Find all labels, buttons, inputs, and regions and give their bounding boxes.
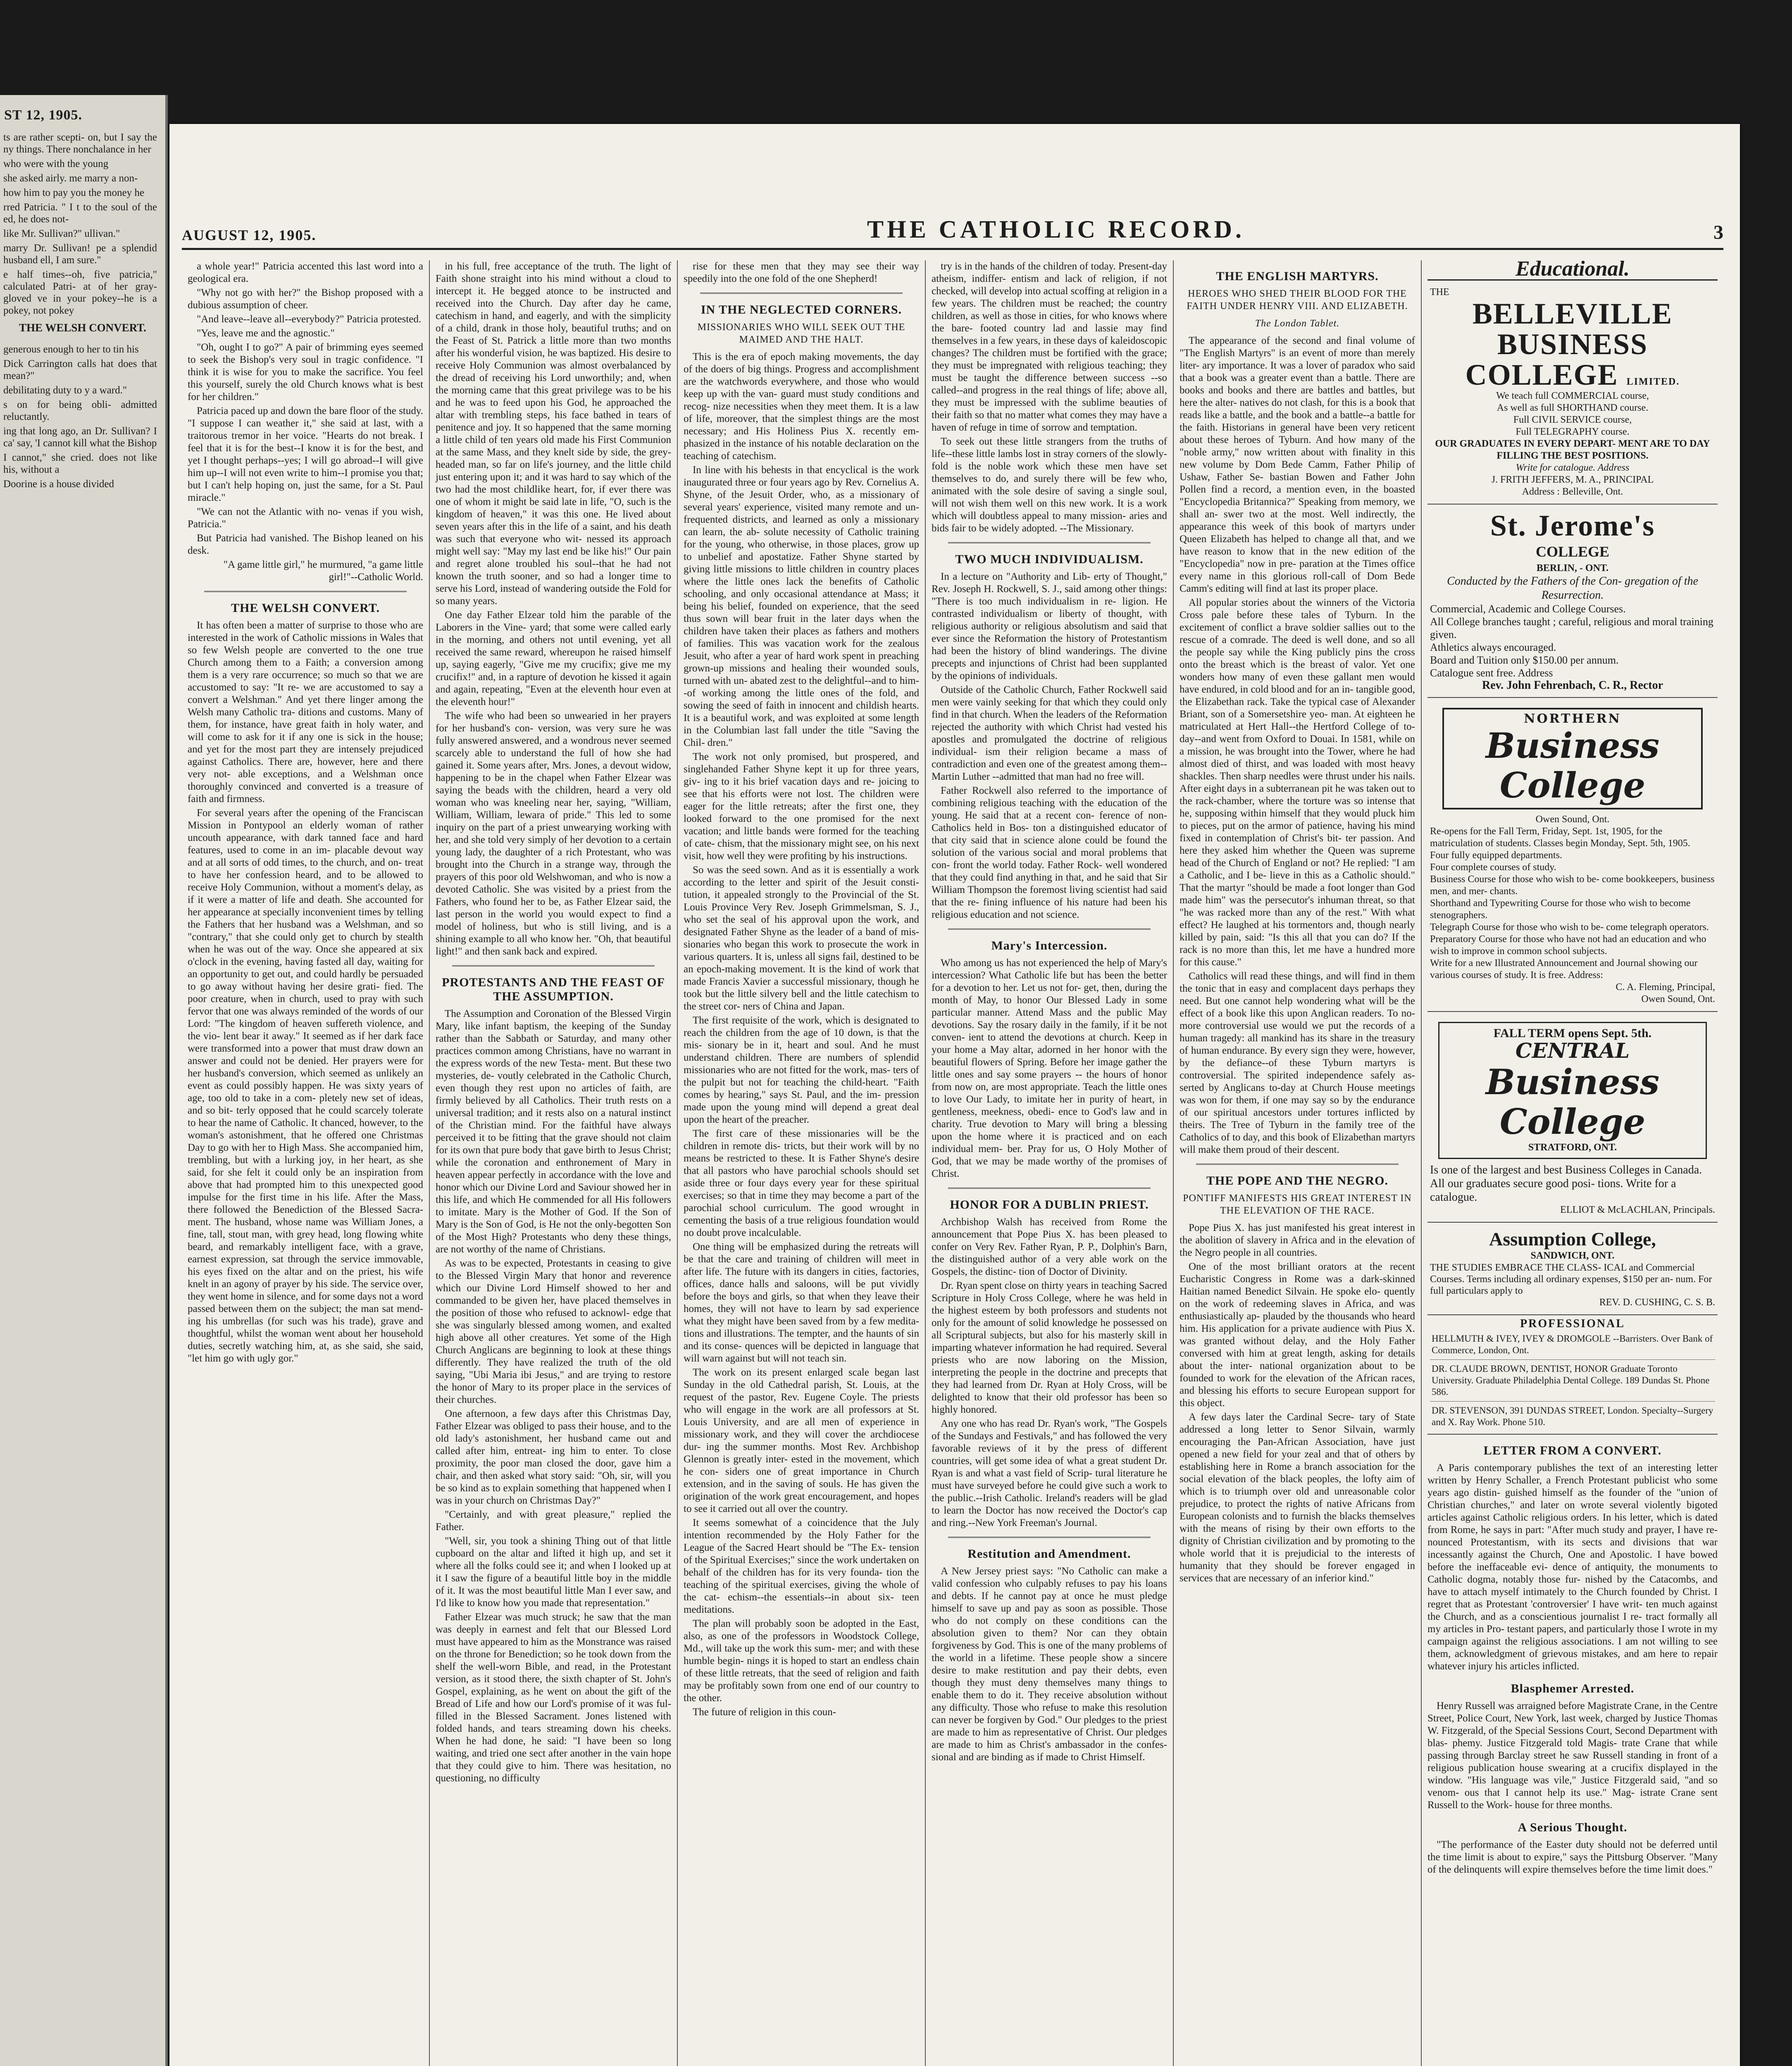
facing-paragraph: generous enough to her to tin his <box>3 344 139 355</box>
article-subheading: HEROES WHO SHED THEIR BLOOD FOR THE FAITH UNDER HENRY VIII. AND ELIZABETH. <box>1187 288 1408 312</box>
facing-page-text-bottom <box>0 339 165 490</box>
ad-northern-business-college <box>1427 698 1718 1012</box>
divider <box>948 1188 1151 1189</box>
ad-name-line: BUSINESS <box>1497 328 1648 361</box>
ad-name-line: BELLEVILLE <box>1472 297 1673 330</box>
issue-date: AUGUST 12, 1905. <box>182 227 317 243</box>
ad-conducted: Conducted by the Fathers of the Con- gregation of the Resurrection. <box>1447 575 1698 602</box>
paragraph: All popular stories about the winners of the Victoria Cross pale before these tales of Tyburn. In the excitement of conflict a brave soldier sallies out to the rescue of a comrade. The deed is well done, and so all the people say while the King publicly pins the cross onto the breast which is the breast of valor. Yet one wonders how many of even these gallant men would have endured, in cold blood and for an in- tangible good, the Elizabethan rack. Take the typical case of Alexander Briant, son of a Somersetshire yeo- man. At eighteen he matriculated at Hert Hall--the Hertford College of to- day--and went from Oxford to Douai. In 1581, while on a mission, he was brought into the Tower, where he had almost died of thirst, and was loaded with most heavy shackles. Then sharp needles were thrust under his nails. After eight days in a subterranean pit he was taken out to the rack-chamber, where the torture was so intense that he, supposing within himself that they would pluck him to pieces, put on the armor of patience, having his mind fixed in contemplation of Christ's bit- ter passion. And here they asked him whether the Queen was supreme head of the Church of England or not? He replied: "I am a Catholic, and I be- lieve in this as a Catholic should." That the martyr "should be made a foot longer than God made him" was the persecutor's inhuman threat, so that "he was racked more than any of the rest." With what effect? He laughed at his tormentors and, though nearly killed by pain, said: "Is this all that you can do? If the rack is no more than this, let me have a hundred more for this cause." <box>1180 597 1415 968</box>
article-heading-individualism: TWO MUCH INDIVIDUALISM. <box>955 552 1144 566</box>
paragraph: In a lecture on "Authority and Lib- erty of Thought," Rev. Joseph H. Rockwell, S. J., said among other things: "There is too much individualism in re- ligion. He contrasted individualism or liberty of thought, with religious authority or religious absolutism and said that ever since the Reformation the history of Protestantism had been the history of blind wanderings. The divine precepts and injunctions of Christ had been supplanted by the opinions of individuals. <box>932 571 1167 681</box>
paragraph: One day Father Elzear told him the parable of the Laborers in the Vine- yard; that some were called early in the morning, and others not until evening, yet all received the same reward, whereupon he raised himself up, saying eagerly, "Give me my crucifix; give me my crucifix!" and, in a rapture of devotion he kissed it again and again, repeating, "Even at the eleventh hour even at the eleventh hour!" <box>436 609 671 707</box>
ad-line: Telegraph Course for those who wish to be- come telegraph operators. <box>1430 922 1709 933</box>
divider <box>204 591 407 592</box>
ad-line: Shorthand and Typewriting Course for those who wish to become stenographers. <box>1430 898 1691 921</box>
paragraph: Pope Pius X. has just manifested his great interest in the abolition of slavery in Africa and in the elevation of the Negro people in all countries. <box>1180 1222 1415 1258</box>
paragraph: Patricia paced up and down the bare floor of the study. "I suppose I can weather it," she said at last, with a traitorous tremor in her voice. "Hearts do not break. I feel that it is for the best--I know it is for the best, and yet I thought perhaps--yes; I will go abroad--I will give him up--I will not even write to him--I promise you that; but I can't help hoping on, just the same, for a St. Paul miracle." <box>188 405 423 503</box>
facing-paragraph: how him to pay you the money he <box>3 187 144 198</box>
paragraph: In line with his behests in that encyclical is the work inaugurated three or four years ago by Rev. Cornelius A. Shyne, of the Jesuit Order, who, as a missionary of several years' experience, visited many remote and un- frequented districts, and learned as only a missionary can learn, the ab- solute necessity of Catholic training for the young, who otherwise, in those places, grow up to unbelief and apostatize. Father Shyne started by giving little missions to little children in country places where the little ones lack the benefits of Catholic schooling, and only occasional attendance at Mass; it being his belief, founded on experience, that the seed thus sown will bear fruit in the later days when the children have taken their places as fathers and mothers of families. This was vacation work for the zealous Jesuit, who after a year of hard work spent in preaching grown-up missions and healing their wounded souls, turned with un- abated zest to the delightful--and to him--of working among the little ones of the fold, and sowing the seed of faith in innocent and childish hearts. It is a beautiful work, and was exploited at some length in the Columbian last fall under the title "Saving the Chil- dren." <box>684 464 919 748</box>
professional-section <box>1427 1315 1718 1435</box>
ad-line: OUR GRADUATES IN EVERY DEPART- MENT ARE TO DAY FILLING THE BEST POSITIONS. <box>1435 438 1710 461</box>
ad-script: Business College <box>1485 725 1660 806</box>
ad-place: STRATFORD, ONT. <box>1528 1142 1617 1153</box>
ad-rector: Rev. John Fehrenbach, C. R., Rector <box>1482 679 1663 692</box>
paragraph: The first care of these missionaries will be the children in remote dis- tricts, but their work will by no means be restricted to these. It is Father Shyne's desire that all pastors who have parochial schools should set aside three or four days every year for these spiritual exercises; so that in time they may become a part of the parochial school curriculum. The good wrought in cementing the basis of a true religious foundation would no doubt prove incalculable. <box>684 1128 919 1238</box>
ad-belleville-business-college <box>1427 281 1718 505</box>
paragraph: This is the era of epoch making movements, the day of the doers of big things. Progress and accomplishment are the watchwords everywhere, and those who would keep up with the van- guard must study conditions and recog- nize necessities when they meet them. It is a law of life, moreover, that the simplest things are the most necessary; and His Holiness Pius X. recently em- phasized in the instance of his notable declaration on the teaching of catechism. <box>684 351 919 462</box>
facing-paragraph: e half times--oh, five patricia," calculated Patri- at of her gray-gloved ve in your pokey--he is a pokey, not pokey <box>3 269 157 316</box>
paragraph: It has often been a matter of surprise to those who are interested in the work of Catholic missions in Wales that so few Welsh people are converted to the one true Church among them to a Faith; a conversion among them is a very rare occurrence; so much so that we are accustomed to say: "It re- we are accustomed to say a convert a Welshman." And yet there linger among the Welsh many Catholic tra- ditions and customs. Many of them, for instance, have great faith in holy water, and will come to ask for it if any one is sick in the house; and yet for the most part they are intensely prejudiced against Catholics. There are, however, here and there very not- able exceptions, and a Welshman once thoroughly convinced and converted is a treasure of faith and firmness. <box>188 620 423 805</box>
ad-line: THE STUDIES EMBRACE THE CLASS- ICAL and Commercial Courses. Terms including all ordinary expenses, $150 per an- num. For full particulars apply to <box>1430 1262 1712 1296</box>
masthead-rule <box>182 248 1723 250</box>
article-heading-letter-convert: LETTER FROM A CONVERT. <box>1483 1444 1662 1457</box>
ad-name-college: COLLEGE <box>1465 358 1618 391</box>
article-subheading: MISSIONARIES WHO WILL SEEK OUT THE MAIMED AND THE HALT. <box>697 322 906 345</box>
article-heading-marys-intercession: Mary's Intercession. <box>991 939 1108 952</box>
facing-paragraph: ts are rather scepti- on, but I say the ny things. There nonchalance in her <box>3 132 157 155</box>
facing-page-text-top <box>0 127 165 317</box>
ad-line: Preparatory Course for those who have not had an education and who wish to improve in common school subjects. <box>1430 934 1706 957</box>
ad-script: Business College <box>1485 1062 1660 1142</box>
facing-paragraph: I cannot," she cried. does not like his, without a <box>3 452 157 475</box>
paragraph: For several years after the opening of the Franciscan Mission in Pontypool an elderly woman of rather uncouth appearance, with dark tanned face and hard features, used to come in an im- placable devout way and at all sorts of odd times, to the church, and on- treat to have her confession heard, and to be allowed to receive Holy Communion, without a moment's delay, as if it were a matter of life and death. She accounted for her appearance at specially inconvenient times by telling the Fathers that her husband was a Welshman, and so "contrary," that she could only get to church by stealth when he was out of the way. Once she appeared at six o'clock in the evening, having fasted all day, waiting for an opportunity to get out, and could hardly be persuaded to go away without having her desire grati- fied. The poor creature, when in church, used to pray with such fervor that one was always reminded of the words of our Lord: "The kingdom of heaven suffereth violence, and the vio- lent bear it away." It seemed as if her dark face were transformed into a power that must draw down an answer and could not be denied. Her prayers were for her husband's conversion, which seemed as unlikely an event as could possibly happen. He was sixty years of age, too old to take in a com- pletely new set of ideas, and so bit- terly opposed that he could scarcely tolerate to hear the name of Catholic. It chanced, however, to the woman's astonishment, that he offered one Christmas Day to go with her to High Mass. She accompanied him, trembling, but with a lurking joy, in her heart, as she said, for she felt it could only be an inspiration from above that had prompted him to this unexpected good impulse for the first time in his life. After the Mass, there followed the Benediction of the Blessed Sacra- ment. The husband, whose name was William Jones, a fine, tall, stout man, with grey head, long flowing white beard, and remarkably intelligent face, with a grave, earnest expression, sat through the service immovable, his eyes fixed on the altar and on the priest, his wife knelt in an agony of prayer by his side. The service over, they went home in silence, and for some days not a word passed between them on the subject; the man sat mend- ing his umbrellas (for such was his trade), grave and thoughtful, whilst the woman went about her household duties, secretly watching him, at, as she said, she said, "let him go with ugly gor." <box>188 807 423 1364</box>
article-heading-pope-negro: THE POPE AND THE NEGRO. <box>1206 1174 1388 1188</box>
paragraph: rise for these men that they may see their way speedily into the one fold of the one Shepherd! <box>684 261 919 284</box>
facing-paragraph: she asked airly. me marry a non- <box>3 173 138 184</box>
facing-paragraph: Dick Carrington calls hat does that mean?" <box>3 358 157 381</box>
ad-line: Board and Tuition only $150.00 per annum. <box>1430 654 1619 666</box>
facing-heading: THE WELSH CONVERT. <box>19 321 146 334</box>
facing-paragraph: debilitating duty to y a ward." <box>3 385 127 396</box>
ad-line: Commercial, Academic and College Courses. <box>1430 603 1626 615</box>
ad-line: Is one of the largest and best Business Colleges in Canada. All our graduates secure good posi- tions. Write for a catalogue. <box>1430 1164 1702 1204</box>
article-heading-blasphemer: Blasphemer Arrested. <box>1511 1682 1635 1695</box>
paragraph: As was to be expected, Protestants in ceasing to give to the Blessed Virgin Mary that honor and reverence which our Divine Lord Himself showed to her and commanded to be given her, have placed themselves in the position of those who refused to acknowl- edge that she was singularly blessed among women, and exalted high above all other creatures. Yet some of the High Church Anglicans are beginning to look at these things differently. They have realized the truth of the old saying, "Ubi Maria ibi Jesus," and are trying to restore the honor of Mary to its proper place in the services of their churches. <box>436 1258 671 1405</box>
ad-central-business-college <box>1427 1012 1718 1223</box>
facing-page-date: ST 12, 1905. <box>4 107 82 123</box>
masthead <box>182 207 1723 244</box>
paragraph: a whole year!" Patricia accented this last word into a geological era. <box>188 261 423 284</box>
facing-paragraph: like Mr. Sullivan?" ullivan." <box>3 228 120 239</box>
ad-line: Four fully equipped departments. <box>1430 850 1562 861</box>
paragraph: "A game little girl," he murmured, "a game little girl!"--Catholic World. <box>223 559 423 583</box>
ad-assumption-college <box>1427 1223 1718 1315</box>
paragraph: try is in the hands of the children of today. Present-day atheism, indiffer- entism and lack of religion, if not checked, will develop into actual scoffing at religion in a few years. The children must be reached; the country children, as well as those in cities, for who knows where the bare- footed country lad and lassie may find themselves in a few years, in these days of kaleidoscopic changes? The children must be fortified with the grace; they must be impregnated with religious teaching; they must be taught the difference between success --so called--and progress in the real things of life; above all, they must be impressed with the sublime beauties of their faith so that no matter what comes they may have a haven of refuge in time of sorrow and temptation. <box>932 261 1167 433</box>
ad-name-line <box>1430 359 1715 390</box>
ad-line: We teach full COMMERCIAL course, <box>1496 390 1649 401</box>
article-heading-restitution: Restitution and Amendment. <box>967 1547 1131 1561</box>
paragraph: One of the most brilliant orators at the recent Eucharistic Congress in Rome was a dark-skinned Haitian named Benedict Silvain. He spoke elo- quently on the work of redeeming slaves in Africa, and was enthusiastically ap- plauded by the thousands who heard him. His application for a private audience with Pius X. was granted without delay, and the Holy Father conversed with him at great length, asking for details about the inter- national organization about to be founded to work for the elevation of the African races, and blessing his efforts to secure European support for this object. <box>1180 1261 1415 1409</box>
ad-line: All College branches taught ; careful, religious and moral training given. <box>1430 616 1713 640</box>
paragraph: One thing will be emphasized during the retreats will be that the care and training of children will meet in after life. The future with its dangers in cities, factories, offices, dance halls and saloons, will be put vividly before the boys and girls, so that when they leave their homes, they will not have to learn by sad experience what they might have been saved from by a few medita- tions and illustrations. The tempter, and the haunts of sin and its conse- quences will be depicted in language that will warn against but will not teach sin. <box>684 1241 919 1364</box>
article-heading-neglected-corners: IN THE NEGLECTED CORNERS. <box>701 303 902 317</box>
page-number: 3 <box>1713 221 1723 243</box>
paragraph: Any one who has read Dr. Ryan's work, "The Gospels of the Sundays and Festivals," and has followed the very favorable reviews of it by the press of different countries, will get some idea of what a great student Dr. Ryan is and what a vast field of Scrip- tural literature he must have surveyed before he could give such a work to the public.--Irish Catholic. Ireland's readers will be glad to learn the Doctor has now received the Doctor's cap and ring.--New York Freeman's Journal. <box>932 1418 1167 1528</box>
ad-place: SANDWICH, ONT. <box>1530 1250 1615 1261</box>
paragraph: The wife who had been so unwearied in her prayers for her husband's con- version, was very sure he was fully answered answered, and a wondrous never seemed scarcely able to understand the full of how she had gained it. Some years after, Mrs. Jones, a devout widow, happening to be in the chapel when Father Elzear was saying the beads with the children, heard a very old woman who was kneeling near her, saying, "William, William, William, lewara of pride." This led to some inquiry on the part of a priest unwearying working with her, and she told very simply of her devotion to a certain young lady, the daughter of a rich Protestant, who was brought into the Church in a strange way, through the prayers of this poor old Welshwoman, and who is now a devoted Catholic. She was visited by a priest from the Fathers, who found her to be, as Father Elzear said, the last person in the world you would expect to find a model of holiness, but who is still living, and is a shining example to all who know her. "Oh, that beautiful light!" and then sank back and expired. <box>436 710 671 957</box>
facing-paragraph: rred Patricia. " I t to the soul of the ed, he does not- <box>3 202 157 225</box>
paragraph: One afternoon, a few days after this Christmas Day, Father Elzear was obliged to pass their house, and to the old lady's astonishment, her husband came out and called after him, entreat- ing him to enter. To close proximity, the poor man closed the door, gave him a chair, and then asked what story said: "Oh, sir, will you be so kind as to explain something that happened when I was in your church on Christmas Day?" <box>436 1408 671 1506</box>
paragraph: The appearance of the second and final volume of "The English Martyrs" is an event of more than merely liter- ary importance. It was a lover of paradox who said that a book was a greater event than a battle. There are books and books and there are battles and battles, but here the alter- natives do not clash, for this is a book that reads like a battle, and the book and a battle--a battle for the faith. Historians in general have been very reticent about these heroes of Tyburn. And how many of the "noble army," now written about with finality in this new volume by Dom Bede Camm, Father Philip of Ushaw, Father Se- bastian Bowen and Father John Pollen find a record, a mention even, in the boasted "Encyclopedia Britannica?" Speaking from memory, we shall an- swer two at the most. Well indirectly, the appearance this week of this book of martyrs under Queen Elizabeth has helped to change all that, and we have reason to know that in the new edition of the "Encyclopedia" now in pre- paration at the Times office every name in this glorious roll-call of Dom Bede Camm's editing will find at last its proper place. <box>1180 335 1415 594</box>
facing-paragraph: s on for being obli- admitted reluctantly. <box>3 399 157 422</box>
ad-line: Full TELEGRAPHY course. <box>1516 426 1630 437</box>
ad-place: Owen Sound, Ont. <box>1535 814 1610 825</box>
paragraph: The future of religion in this coun- <box>693 1707 836 1718</box>
paragraph: "Certainly, and with great pleasure," replied the Father. <box>436 1509 671 1533</box>
paragraph: "Yes, leave me and the agnostic." <box>197 328 335 339</box>
facing-paragraph: ing that long ago, an Dr. Sullivan? I ca' say, 'I cannot kill what the Bishop <box>3 426 157 449</box>
paragraph: Dr. Ryan spent close on thirty years in teaching Sacred Scripture in Holy Cross College, where he was held in the highest esteem by both professors and students not only for the amount of solid knowledge he possessed on all Scriptural subjects, but also for his masterly skill in imparting whatever information he had required. Several priests who are now laboring on the Mission, interpreting the people in the doctrine and precepts that they had learned from Dr. Ryan at Holy Cross, will be delighted to know that their old professor has been so highly honored. <box>932 1280 1167 1415</box>
professional-card: HELLMUTH & IVEY, IVEY & DROMGOLE --Barristers. Over Bank of Commerce, London, Ont. <box>1430 1330 1715 1360</box>
column-2 <box>430 260 678 2066</box>
divider <box>948 1537 1151 1538</box>
ad-limited: LIMITED. <box>1626 376 1680 387</box>
article-heading-welsh-convert: THE WELSH CONVERT. <box>231 601 380 615</box>
paragraph: "And leave--leave all--everybody?" Patricia protested. <box>197 314 422 325</box>
paragraph: To seek out these little strangers from the truths of life--these little lambs lost in stray corners of the slowly-fold is the noble work which these men have set themselves to do, and surely there will be few who, animated with the sole desire of saving a single soul, will not wish them well on this new work. It is a work which will doubtless appeal to many mission- aries and bids fair to be widely adopted. --The Missionary. <box>932 436 1167 534</box>
divider <box>452 965 655 966</box>
newspaper-title: THE CATHOLIC RECORD. <box>867 216 1245 243</box>
article-heading-serious-thought: A Serious Thought. <box>1518 1821 1628 1834</box>
professional-card: DR. STEVENSON, 391 DUNDAS STREET, London. Specialty--Surgery and X. Ray Work. Phone 510. <box>1432 1405 1713 1427</box>
article-heading-english-martyrs: THE ENGLISH MARTYRS. <box>1216 269 1379 283</box>
ad-principal-place: Owen Sound, Ont. <box>1641 994 1715 1004</box>
professional-card: DR. CLAUDE BROWN, DENTIST, HONOR Graduate Toronto University. Graduate Philadelphia Dental College. 189 Dundas St. Phone 586. <box>1430 1360 1715 1402</box>
ad-line: Four complete courses of study. <box>1430 862 1556 873</box>
ad-line: Athletics always encouraged. <box>1430 641 1556 653</box>
paragraph: Henry Russell was arraigned before Magistrate Crane, in the Centre Street, Police Court, New York, last week, charged by Justice Thomas W. Fitzgerald, of the Special Sessions Court, Second Department with blas- phemy. Justice Fitzgerald told Magis- trate Crane that while passing through Barclay street he saw Russell standing in front of a religious publication house swearing at a crucifix displayed in the window. "His language was vile," Justice Fitzgerald said, "and so venom- ous that I cannot help its use." Mag- istrate Crane sent Russell to the Work- house for three months. <box>1427 1700 1718 1811</box>
facing-paragraph: marry Dr. Sullivan! pe a splendid husband ell, I am sure." <box>3 243 157 266</box>
ad-line: Business Course for those who wish to be- come bookkeepers, business men, and mer- chants. <box>1430 874 1715 897</box>
column-4 <box>926 260 1174 2066</box>
column-1 <box>182 260 430 2066</box>
ad-line: As well as full SHORTHAND course. <box>1497 402 1649 413</box>
educational-heading: Educational. <box>1427 260 1718 281</box>
ad-script: CENTRAL <box>1515 1038 1630 1063</box>
paragraph: Father Elzear was much struck; he saw that the man was deeply in earnest and felt that our Blessed Lord must have appeared to him as the Monstrance was raised on the throne for Benediction; so he took down from the shelf the well-worn Bible, and read, in the Protestant version, as it stood there, the sixth chapter of St. John's Gospel, explaining, as he went on about the gift of the Bread of Life and how our Lord's promise of it was ful- filled in the Blessed Sacrament. Jones listened with folded hands, and tears streaming down his cheeks. When he had done, he said: "I have been so long waiting, and tried one sect after another in the vain hope that they could give to him. There was hesitation, no questioning, no difficulty <box>436 1611 671 1784</box>
paragraph: A few days later the Cardinal Secre- tary of State addressed a long letter to Senor Silvain, warmly encouraging the Pan-African Association, have just opened a new field for your zeal and that of others by establishing here in Rome a branch association for the social elevation of the black peoples, the lofty aim of which is to triumph over old and unreasonable color prejudice, to protect the rights of native Africans from European colonists and to furnish the blacks themselves with the means of rising by their own efforts to the dignity of Christian civilization and by promoting to the whole world that it is prejudicial to the interests of humanity that they should be forever engaged in services that are necessary of an inferior kind." <box>1180 1411 1415 1584</box>
column-6-educational <box>1422 260 1723 2066</box>
column-5 <box>1174 260 1422 2066</box>
article-source: The London Tablet. <box>1255 318 1340 329</box>
paragraph: Outside of the Catholic Church, Father Rockwell said men were vainly seeking for that which they could only find in that church. When the leaders of the Reformation rejected the authority with which Christ had vested his apostles and promulgated the doctrine of religious individual- ism their religion became a mass of contradiction and even one of the greatest among them--Martin Luther --admitted that man had no free will. <box>932 684 1167 782</box>
paragraph: Archbishop Walsh has received from Rome the announcement that Pope Pius X. has been pleased to confer on Very Rev. Father Ryan, P. P., Dolphin's Barn, the distinguished author of a very able work on the Gospels, the distinc- tion of Doctor of Divinity. <box>932 1216 1167 1277</box>
ad-place: BERLIN, - ONT. <box>1536 563 1609 574</box>
facing-page <box>0 95 168 2066</box>
paragraph: A New Jersey priest says: "No Catholic can make a valid confession who culpably refuses to pay his loans and debts. If he cannot pay at once he must pledge himself to save up and pay as soon as possible. Those who do not comply on these conditions can the absolution given to them? Nor can they obtain forgiveness by God. This is one of the many problems of the world in a lifetime. These people show a sincere desire to make restitution and pay their debts, even though they must deny themselves many things to enable them to do it. They receive absolution without any difficulty. Those who refuse to make this resolution can never be forgiven by God." Our pledges to the priest are made to him as representative of Christ. Our pledges are made to him as Christ's ambassador in the confes- sional and are binding as if made to Christ Himself. <box>932 1566 1167 1763</box>
paragraph: "Why not go with her?" the Bishop proposed with a dubious assumption of cheer. <box>188 287 423 311</box>
ad-term: FALL TERM opens Sept. 5th. <box>1493 1026 1652 1040</box>
paragraph: The work not only promised, but prospered, and singlehanded Father Shyne kept it up for three years, giv- ing to it his brief vacation days and re- joicing to see that his efforts were not lost. The children were eager for the little retreats; after the first one, they looked forward to the one promised for the next vacation; and little bands were formed for the teaching of cate- chism, that the missionary might see, on his next visit, how well they were profiting by his instructions. <box>684 751 919 862</box>
paragraph: Who among us has not experienced the help of Mary's intercession? What Catholic life but has been the better for a devotion to her. Let us not for- get, then, during the month of May, to honor Our Blessed Lady in some particular manner. Attend Mass and the public May devotions. Say the rosary daily in the family, if it be not conven- ient to attend the devotions at church. Keep in your home a May altar, adorned in her honor with the beautiful flowers of Spring. Before her image gather the little ones and say some prayers -- the hours of honor from now on, are most appropriate. Teach the little ones to love Our Lady, to imitate her in purity of heart, in gentleness, meekness, obedi- ence to God's law and in charity. True devotion to Mary will bring a blessing upon the home where it is practiced and on each individual mem- ber. Pray for us, O Holy Mother of God, that we may be made worthy of the promises of Christ. <box>932 957 1167 1179</box>
paragraph: The plan will probably soon be adopted in the East, also, as one of the professors in Woodstock College, Md., will take up the work this sum- mer; and with these humble begin- nings it is hoped to start an endless chain of these little retreats, that the seed of religion and faith may be profitably sown from one end of our country to the other. <box>684 1618 919 1704</box>
ad-name: Assumption College, <box>1489 1228 1656 1250</box>
paragraph: in his full, free acceptance of the truth. The light of Faith shone straight into his mind without a cloud to intercept it. He begged atonce to be instructed and received into the Church. Day after day he came, catechism in hand, and eagerly, and with the simplicity of a child, drank in those holy, beautiful truths; and on the Feast of St. Patrick a little more than two months after his wonderful vision, he was baptized. His desire to receive Holy Communion was almost overbalanced by the dread of receiving his Lord unworthily; and, when the morning came that this great privilege was to be his and he was to feed upon his God, he approached the altar with trembling steps, his face bathed in tears of penitence and joy. It so happened that the same morning a little child of ten years old made his First Communion at the same Mass, and they knelt side by side, the grey- headed man, so far on life's journey, and the little child just entering upon it; and it was hard to say which of the two had the most childlike heart, for, if ever there was one of whom it might be said late in life, "O, such is the kingdom of heaven," it was this one. He lived about seven years after this in the life of a saint, and his death was such that everyone who wit- nessed its approach might well say: "May my last end be like his!" Our pain and regret alone troubled his soul--that he had not known the truth sooner, and so had a longer time to serve his Lord, instead of wandering outside the Fold for so many years. <box>436 261 671 607</box>
ad-sig: ELLIOT & McLACHLAN, Principals. <box>1560 1204 1715 1215</box>
paragraph: But Patricia had vanished. The Bishop leaned on his desk. <box>188 533 423 556</box>
ad-line: Re-opens for the Fall Term, Friday, Sept. 1st, 1905, for the matriculation of students. Classes begin Monday, Sept. 5th, 1905. <box>1430 826 1690 849</box>
columns <box>182 260 1723 2066</box>
paragraph: "We can not the Atlantic with no- venas if you wish, Patricia." <box>188 506 423 530</box>
paragraph: It seems somewhat of a coincidence that the July intention recommended by the Holy Father for the League of the Sacred Heart should be "The Ex- tension of the Spiritual Exercises;" since the work undertaken on behalf of the children has for its very founda- tion the teaching of the spiritual exercises, giving the whole of the cat- echism--the essentials--in about six- teen meditations. <box>684 1517 919 1615</box>
paragraph: Father Rockwell also referred to the importance of combining religious teaching with the education of the young. He said that at a recent con- ference of non-Catholics held in Bos- ton a distinguished educator of that city said that in science alone could be found the solution of the various social and moral problems that con- front the world today. Father Rock- well wondered that they could find anything in that, and he said that Sir William Thompson the foremost living scientist had said that the re- fining influence of his nature had been his religious education and not science. <box>932 785 1167 920</box>
ad-principal: C. A. Fleming, Principal, <box>1616 982 1715 993</box>
ad-st-jeromes-college <box>1427 505 1718 698</box>
divider <box>948 928 1151 930</box>
article-subheading: PONTIFF MANIFESTS HIS GREAT INTEREST IN THE ELEVATION OF THE RACE. <box>1183 1193 1412 1216</box>
paragraph: "The performance of the Easter duty should not be deferred until the time limit is about to expire," says the Pittsburg Observer. "Many of the delinquents will expire themselves before the time limit does." <box>1427 1839 1718 1875</box>
ad-line: Address : Belleville, Ont. <box>1522 486 1623 497</box>
facing-paragraph: Doorine is a house divided <box>3 478 114 490</box>
newspaper-page <box>169 124 1740 2066</box>
article-heading-protestants-assumption: PROTESTANTS AND THE FEAST OF THE ASSUMPTION. <box>442 976 665 1003</box>
facing-paragraph: who were with the young <box>3 158 109 169</box>
ad-central-box <box>1438 1022 1707 1159</box>
paragraph: So was the seed sown. And as it is essentially a work according to the letter and spirit of the Jesuit consti- tution, it appealed strongly to the Provincial of the St. Louis Province Very Rev. Joseph Grimmelsman, S. J., who set the seal of his approval upon the work, and designated Father Shyne as the leader of a band of mis- sionaries who began this work to prosecute the work in various quarters. It is, unless all signs fail, destined to be an epoch-making movement. It is the kind of work that made Francis Xavier a successful missionary, though he took but the little silvery bell and the little catechism to the street cor- ners of China and Japan. <box>684 864 919 1012</box>
paragraph: Catholics will read these things, and will find in them the tonic that in easy and complacent days perhaps they need. But one cannot help wondering what will be the effect of a book like this upon Anglican readers. To no- more controversial use would we put the records of a human tragedy: all mankind has its share in the treasury of human endurance. By every sign they were, however, by the defiance--of these Tyburn martyrs is controversial. The spirited independence safely as- serted by Anglicans to-day at Church House meetings was won for them, if one may say so by the endurance of our spiritual ancestors under tortures inflicted by theirs. The Tree of Tyburn in the family tree of the Catholics of to day, and this book of Elizabethan martyrs will make them proud of their descent. <box>1180 971 1415 1155</box>
ad-logo-central <box>1444 1039 1701 1142</box>
ad-line: Catalogue sent free. Address <box>1430 667 1553 679</box>
ad-logo-northern <box>1442 708 1703 809</box>
paragraph: The Assumption and Coronation of the Blessed Virgin Mary, like infant baptism, the keeping of the Sunday rather than the Sabbath or Saturday, and many other practices common among Christians, have no warrant in the express words of the new Testa- ment. But these two mysteries, de- voutly celebrated in the Catholic Church, even though they rest upon no articles of faith, are firmly believed by all Catholics. Their truth rests on a universal tradition; and it rests also on a natural instinct of the Christian mind. For the faithful have always perceived it to be fitting that the grave should not claim for its own that pure body that gave birth to Jesus Christ; while the coronation and enthronement of Mary in heaven appear perfectly in accordance with the love and honor which our Divine Lord and Saviour showed her in this life, and which He commended for all His followers to imitate. Mary is the Mother of God. If the Son of Mary is the Son of God, is He not the only-begotten Son of the Most High? Protestants who deny these things, are not worthy of the name of Christians. <box>436 1008 671 1255</box>
ad-name: St. Jerome's <box>1490 509 1655 542</box>
paragraph: "Oh, ought I to go?" A pair of brimming eyes seemed to seek the Bishop's very soul in tragic confidence. "I think it is wise for you to make the sacrifice. You feel this yourself, surely the old Church knows what is best for her children." <box>188 342 423 402</box>
ad-the: THE <box>1430 287 1449 298</box>
ad-line: REV. D. CUSHING, C. S. B. <box>1599 1297 1715 1308</box>
ad-line: Write for catalogue. Address <box>1516 462 1630 473</box>
ad-college: COLLEGE <box>1535 543 1610 560</box>
article-heading-dublin-priest: HONOR FOR A DUBLIN PRIEST. <box>950 1198 1149 1212</box>
paragraph: "Well, sir, you took a shining Thing out of that little cupboard on the altar and lifted it high up, and set it where all the folks could see it; and when I looked up at it I saw the figure of a beautiful little boy in the middle of it. It was the most beautiful little Man I ever saw, and I'd like to know how you made that representation." <box>436 1535 671 1609</box>
paragraph: The work on its present enlarged scale began last Sunday in the old Cathedral parish, St. Louis, at the request of the pastor, Rev. Eugene Coyle. The priests who will engage in the work are all professors at St. Louis University, and are all men of experience in missionary work, and they will cover the archdiocese dur- ing the summer months. Most Rev. Archbishop Glennon is greatly inter- ested in the movement, which he con- siders one of great importance in Church extension, and in the saving of souls. He has given the origination of the work great encouragement, and hopes to see it carried out all over the country. <box>684 1367 919 1514</box>
paragraph: The first requisite of the work, which is designated to reach the children from the age of 10 down, is that the mis- sionary be in it, heart and soul. And he must understand children. There are numbers of splendid missionaries who are not fitted for the work, mas- ters of the pulpit but not for teaching the child-heart. "Faith comes by hearing," says St. Paul, and the im- pression made upon the young mind will depend a great deal upon the heart of the preacher. <box>684 1015 919 1125</box>
professional-heading: PROFESSIONAL <box>1520 1317 1625 1330</box>
divider <box>1196 1164 1399 1165</box>
divider <box>700 293 903 294</box>
ad-line: Full CIVIL SERVICE course, <box>1513 414 1632 425</box>
ad-line: Write for a new Illustrated Announcement and Journal showing our various courses of study. It is free. Address: <box>1430 958 1698 981</box>
paragraph: A Paris contemporary publishes the text of an interesting letter written by Henry Schaller, a French Protestant publicist who some years ago distin- guished himself as the founder of the "union of Christian churches," and later on wrote several violently bigoted articles against Catholic religious orders. In his letter, which is dated from Rome, he says in part: "After much study and prayer, I have re- nounced Protestantism, with its sects and divisions that war incessantly against the Church, One and Apostolic. I have bowed before the ineffaceable evi- dence of antiquity, the monuments to Catholic dogma, notably those fur- nished by the Catacombs, and have to attach myself intimately to the Church founded by Christ. I regret that as Protestant 'controversier' I have writ- ten much against the Church, and as a conscientious journalist I re- tract formally all my articles in Pro- testant papers, and particularly those I wrote in my campaign against the religious associations. I am not willing to see them, acknowledgment of grievous mistakes, and am here to repair whatever injury his articles inflicted. <box>1427 1462 1718 1672</box>
divider <box>948 542 1151 543</box>
column-3 <box>678 260 926 2066</box>
ad-banner: NORTHERN <box>1524 712 1621 726</box>
ad-line: J. FRITH JEFFERS, M. A., PRINCIPAL <box>1491 474 1654 485</box>
